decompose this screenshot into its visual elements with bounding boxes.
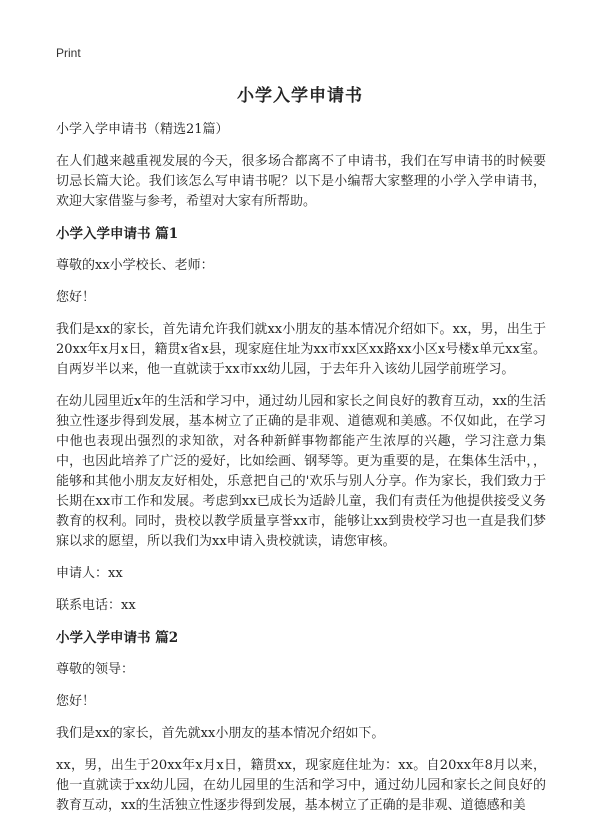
- salutation-1: 尊敬的xx小学校长、老师：: [56, 258, 214, 273]
- section2-paragraph-1: 我们是xx的家长，首先就xx小朋友的基本情况介绍如下。: [56, 726, 385, 741]
- section-heading-2: 小学入学申请书 篇2: [56, 630, 179, 646]
- document-title: 小学入学申请书: [237, 86, 363, 106]
- document-body: [56, 120, 546, 828]
- section1-paragraph-2: 在幼儿园里近x年的生活和学习中，通过幼儿园和家长之间良好的教育互动，xx的生活独立性逐步得到发展，基本树立了正确的是非观、道德观和美感。不仅如此，在学习中他也表现出强烈的求知欲，对各种新鲜事物都能产生浓厚的兴趣，学习注意力集中，也因此培养了广泛的爱好，比如绘画、钢琴等。更为重要的是，在集体生活中，，能够和其他小朋友友好相处，乐意把自己的'欢乐与别人分享。作为家长，我们致力于长期在xx市工作和发展。考虑到xx已成长为适龄儿童，我们有责任为他提供接受义务教育的权利。同时，贵校以教学质量享誉xx市，能够让xx到贵校学习也一直是我们梦寐以求的愿望，所以我们为xx申请入贵校就读，请您审核。: [56, 394, 546, 549]
- applicant-line: 申请人：xx: [56, 566, 123, 581]
- print-label[interactable]: Print: [56, 46, 81, 60]
- section2-paragraph-2: xx，男，出生于20xx年x月x日，籍贯xx，现家庭住址为：xx。自20xx年8月以来，他一直就读于xx幼儿园，在幼儿园里的生活和学习中，通过幼儿园和家长之间良好的教育互动，xx的生活独立性逐步得到发展，基本树立了正确的是非观、道德感和美: [56, 758, 546, 813]
- intro-paragraph: 在人们越来越重视发展的今天，很多场合都离不了申请书，我们在写申请书的时候要切忌长篇大论。我们该怎么写申请书呢？以下是小编帮大家整理的小学入学申请书，欢迎大家借鉴与参考，希望对大家有所帮助。: [56, 154, 546, 209]
- phone-line: 联系电话：xx: [56, 598, 136, 613]
- salutation-2: 尊敬的领导：: [56, 662, 135, 677]
- greeting-2: 您好！: [56, 694, 96, 709]
- section1-paragraph-1: 我们是xx的家长，首先请允许我们就xx小朋友的基本情况介绍如下。xx，男，出生于20xx年x月x日，籍贯x省x县，现家庭住址为xx市xx区xx路xx小区x号楼x单元xx室。自两岁半以来，他一直就读于xx市xx幼儿园，于去年升入该幼儿园学前班学习。: [56, 322, 546, 377]
- section-heading-1: 小学入学申请书 篇1: [56, 226, 179, 242]
- document-subtitle: 小学入学申请书（精选21篇）: [56, 122, 229, 137]
- greeting-1: 您好！: [56, 290, 96, 305]
